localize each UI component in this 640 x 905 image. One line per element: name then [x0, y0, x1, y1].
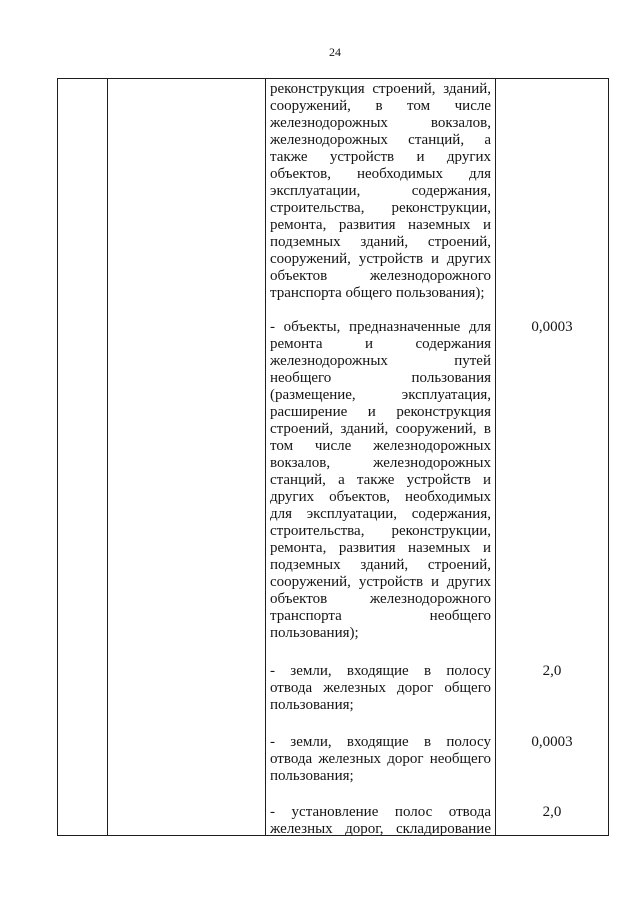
text-line: транспорта необщего: [270, 608, 491, 624]
text-line: ремонта, развития наземных и: [270, 540, 491, 556]
text-line: подземных зданий, строений,: [270, 234, 491, 250]
text-line: отвода железных дорог общего: [270, 680, 491, 696]
text-line: для эксплуатации, содержания,: [270, 506, 491, 522]
text-line: подземных зданий, строений,: [270, 557, 491, 573]
text-line: сооружений, устройств и других: [270, 574, 491, 590]
coefficient-value: 2,0: [542, 663, 562, 679]
text-line: (размещение, эксплуатация,: [270, 387, 491, 403]
text-line: сооружений, устройств и других: [270, 251, 491, 267]
text-line: реконструкция строений, зданий,: [270, 81, 491, 97]
entry-text-2: [270, 663, 491, 714]
text-line: пользования;: [270, 697, 354, 713]
coefficient-value: 0,0003: [531, 734, 573, 750]
entry-text-3: [270, 734, 491, 785]
entry-text-4: [270, 804, 491, 838]
page-number: 24: [329, 45, 341, 59]
text-line: железнодорожных станций, а: [270, 132, 491, 148]
text-line: - объекты, предназначенные для: [270, 319, 491, 335]
text-line: также устройств и других: [270, 149, 491, 165]
text-line: эксплуатации, содержания,: [270, 183, 491, 199]
text-line: сооружений, в том числе: [270, 98, 491, 114]
entry-text-continuation: [270, 81, 491, 302]
text-line: пользования);: [270, 625, 359, 641]
text-line: строительства, реконструкции,: [270, 523, 491, 539]
table-column-code: [108, 79, 266, 835]
text-line: других объектов, необходимых: [270, 489, 491, 505]
text-line: пользования;: [270, 768, 354, 784]
text-line: объектов железнодорожного: [270, 268, 491, 284]
text-line: железнодорожных вокзалов,: [270, 115, 491, 131]
text-line: отвода железных дорог необщего: [270, 751, 491, 767]
text-line: транспорта общего пользования);: [270, 285, 485, 301]
text-line: - земли, входящие в полосу: [270, 734, 491, 750]
text-line: необщего пользования: [270, 370, 491, 386]
table-column-coefficient: [496, 79, 608, 835]
text-line: ремонта и содержания: [270, 336, 491, 352]
text-line: вокзалов, железнодорожных: [270, 455, 491, 471]
coefficient-value: 2,0: [542, 804, 562, 820]
text-line: - земли, входящие в полосу: [270, 663, 491, 679]
text-line: ремонта, развития наземных и: [270, 217, 491, 233]
text-line: железнодорожных путей: [270, 353, 491, 369]
text-line: станций, а также устройств и: [270, 472, 491, 488]
table-column-number: [58, 79, 108, 835]
text-line: строений, зданий, сооружений, в: [270, 421, 491, 437]
text-line: железных дорог, складирование: [270, 821, 491, 837]
text-line: объектов, необходимых для: [270, 166, 491, 182]
coefficient-value: 0,0003: [531, 319, 573, 335]
text-line: том числе железнодорожных: [270, 438, 491, 454]
entry-text-1: [270, 319, 491, 642]
text-line: расширение и реконструкция: [270, 404, 491, 420]
text-line: объектов железнодорожного: [270, 591, 491, 607]
text-line: - установление полос отвода: [270, 804, 491, 820]
text-line: строительства, реконструкции,: [270, 200, 491, 216]
